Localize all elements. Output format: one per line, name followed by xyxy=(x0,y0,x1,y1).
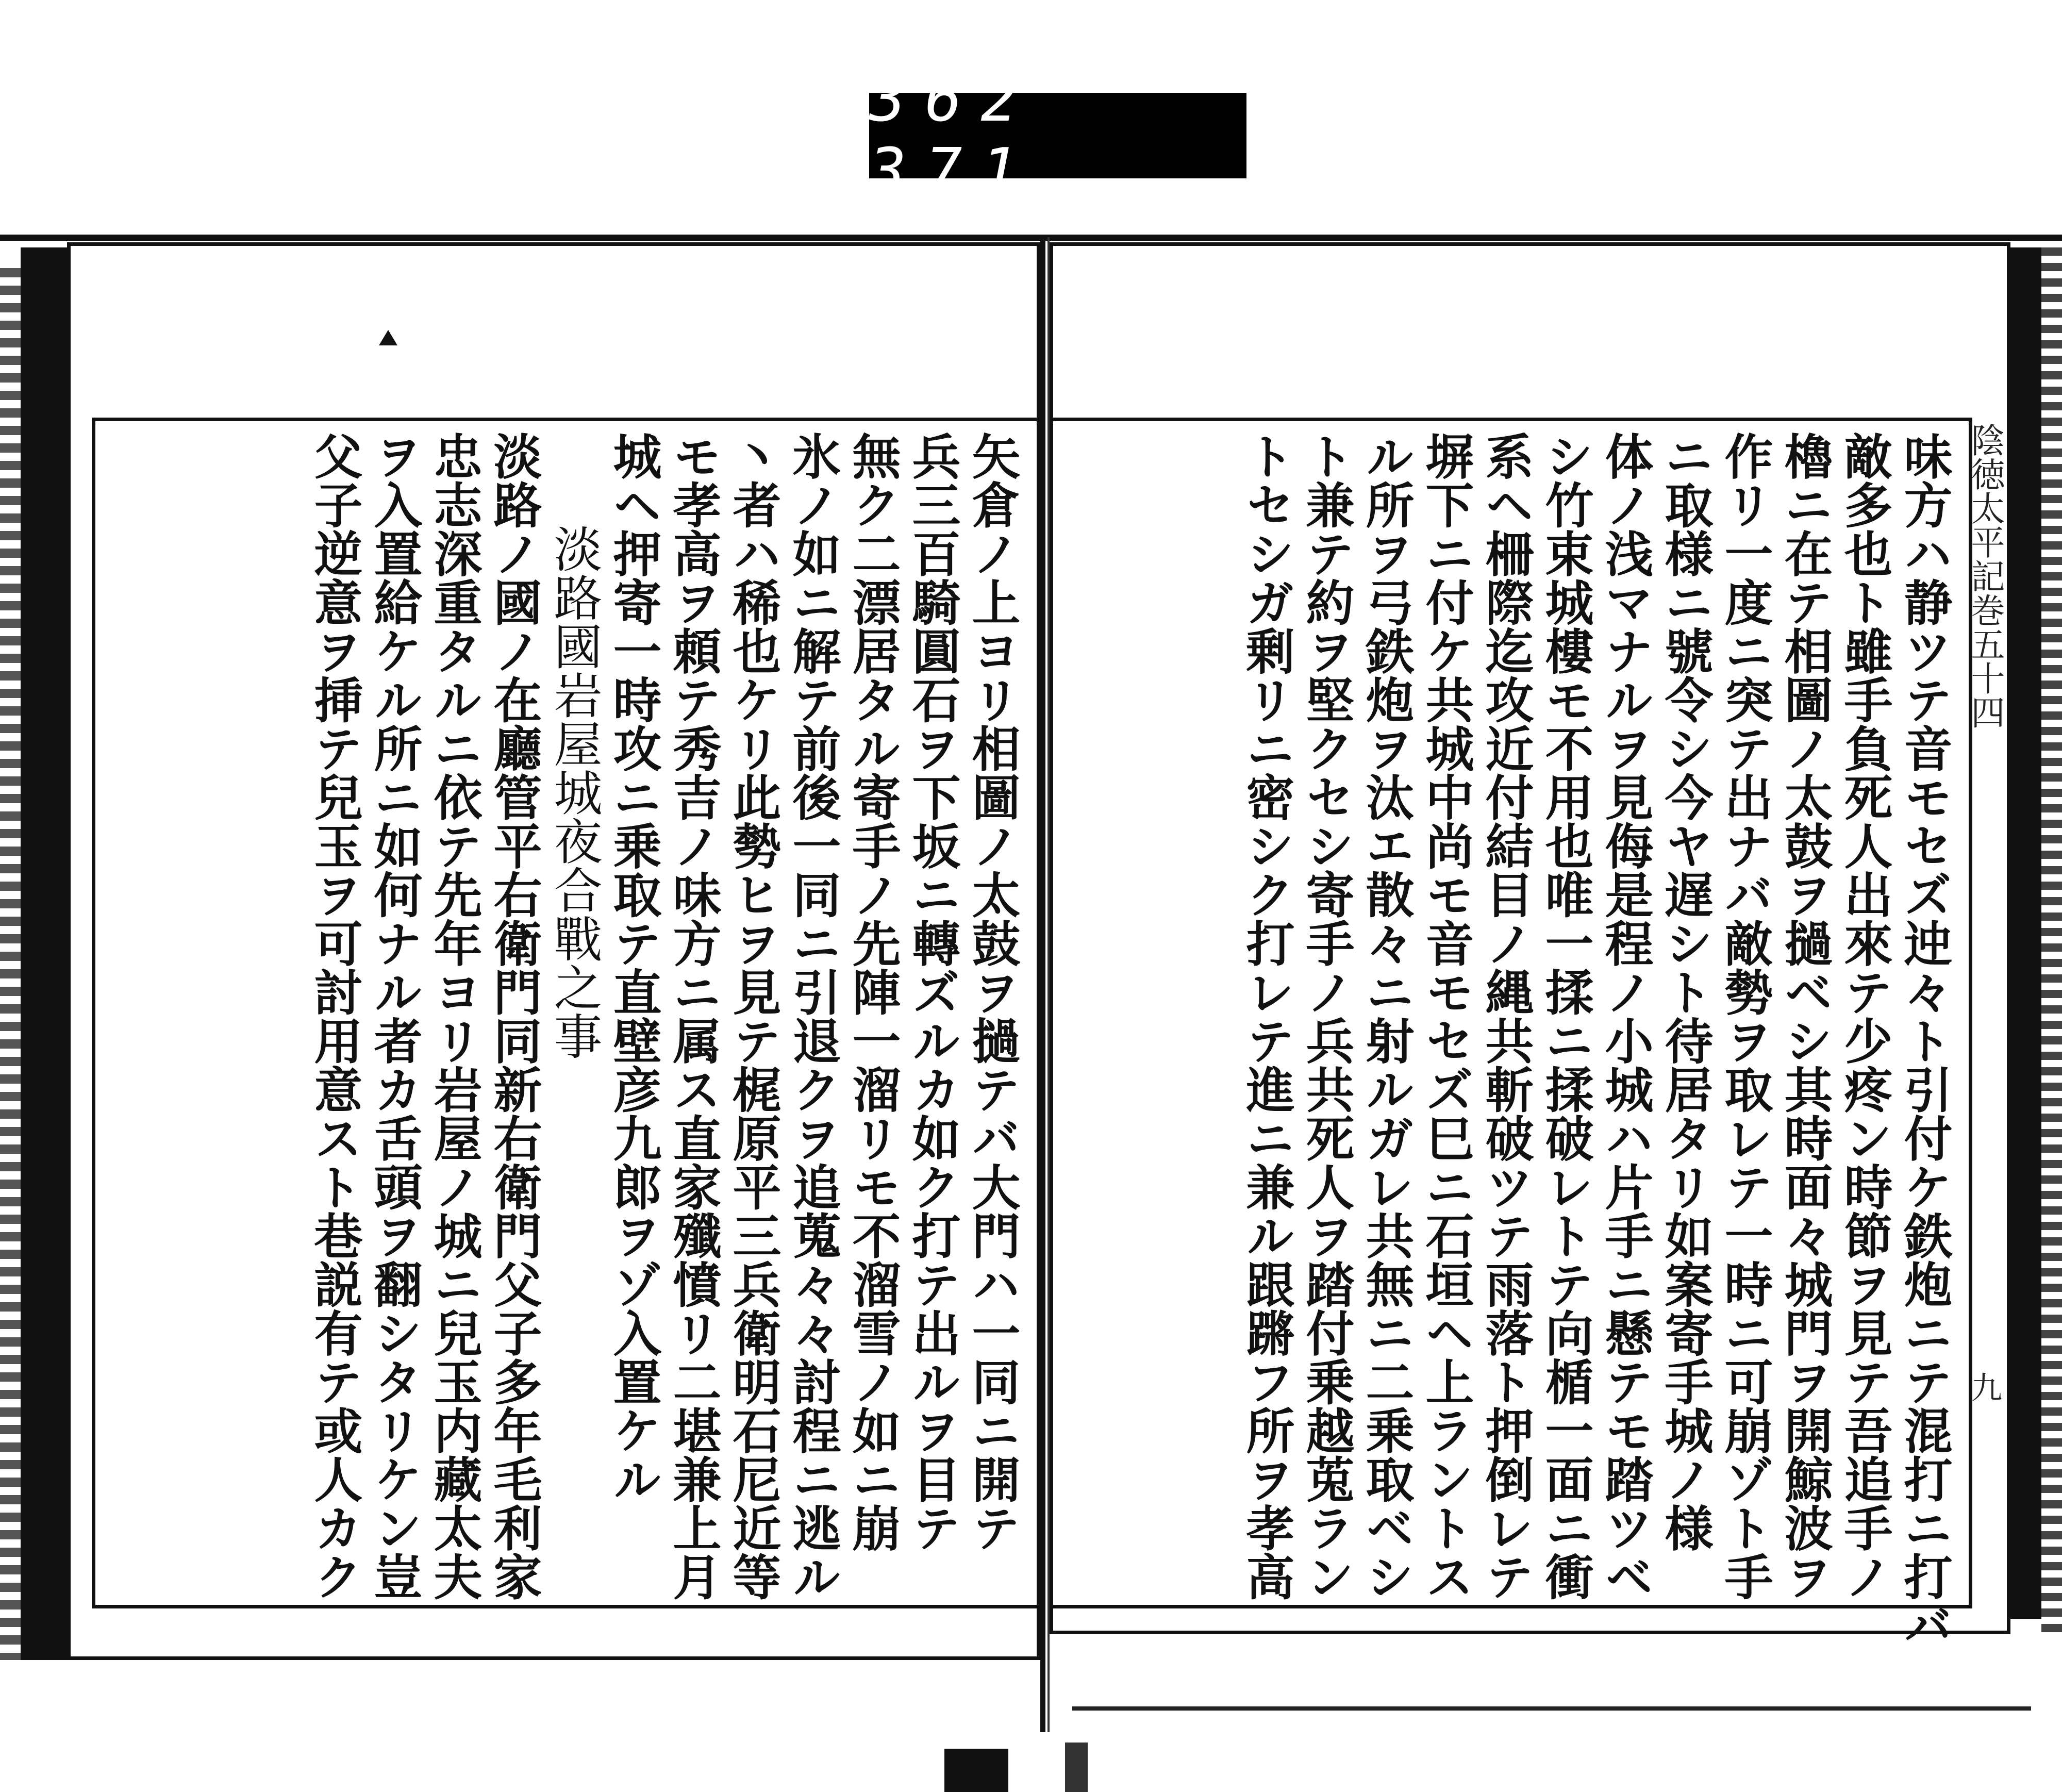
archive-number: 362 371. xyxy=(869,64,1092,207)
text-column: 体ノ浅マナルヲ見侮是程ノ小城ハ片手ニ懸テモ踏ツベ xyxy=(1597,432,1653,1601)
text-column: トセシガ剰リニ密シク打レテ進ニ兼ル跟蹡フ所ヲ孝高 xyxy=(1238,432,1294,1601)
text-column: ト兼テ約ヲ堅クセシ寄手ノ兵共死人ヲ踏付乗越莵ラン xyxy=(1298,432,1354,1601)
running-header: 陰徳太平記巻五十四 xyxy=(1965,423,2005,729)
text-column: 淡路ノ國ノ在廳管平右衛門同新右衛門父子多年毛利家 xyxy=(485,432,542,1601)
text-column: 丶者ハ稀也ケリ此勢ヒヲ見テ梶原平三兵衛明石尼近等 xyxy=(724,432,781,1601)
text-column: 無ク二漂居タル寄手ノ先陣一溜リモ不溜雪ノ如ニ崩 xyxy=(844,432,901,1552)
text-column: 矢倉ノ上ヨリ相圖ノ太鼓ヲ撾テバ大門ハ一同ニ開テ xyxy=(963,432,1020,1552)
text-column: 敵多也ト雖手負死人出來テ少疼ン時節ヲ見テ吾追手ノ xyxy=(1836,432,1892,1601)
bottom-rule xyxy=(1072,1706,2031,1711)
bottom-clip-mark-2 xyxy=(1065,1743,1088,1792)
right-page-text xyxy=(1050,418,1972,1650)
text-column: 作リ一度ニ突テ出ナバ敵勢ヲ取レテ一時ニ可崩ゾト手 xyxy=(1716,432,1773,1601)
left-cover-edge xyxy=(21,247,67,1660)
bottom-clip-mark xyxy=(944,1749,1008,1792)
archive-number-tag xyxy=(869,64,1246,207)
text-column: 父子逆意ヲ挿テ兒玉ヲ可討用意スト巷説有テ或人カク xyxy=(306,432,362,1601)
right-binding-edge xyxy=(2041,247,2062,1639)
left-page-text xyxy=(92,418,1040,1608)
text-column: モ孝高ヲ頼テ秀吉ノ味方ニ属ス直家殲憤リ二堪兼上月 xyxy=(664,432,721,1601)
text-column: シ竹束城樓モ不用也唯一揉ニ揉破レトテ向楯一面ニ衝 xyxy=(1537,432,1593,1601)
center-gutter xyxy=(1040,237,1045,1732)
text-column: ヲ入置給ケル所ニ如何ナル者カ舌頭ヲ翻シタリケン豈 xyxy=(365,432,422,1601)
text-column: 櫓ニ在テ相圖ノ太鼓ヲ撾ベシ其時面々城門ヲ開鯨波ヲ xyxy=(1776,432,1833,1601)
folio-number: 九 xyxy=(1966,1371,2002,1402)
text-column: 味方ハ静ツテ音モセズ迚々ト引付ケ鉄炮ニテ混打ニ打バ xyxy=(1895,432,1952,1650)
text-column: 兵三百騎圓石ヲ下坂ニ轉ズルカ如ク打テ出ルヲ目テ xyxy=(904,432,960,1552)
left-binding-edge xyxy=(0,268,21,1660)
text-column: 系ヘ柵際迄攻近付結目ノ縄共斬破ツテ雨落ト押倒レテ xyxy=(1477,432,1534,1601)
book-top-edge xyxy=(0,235,2062,241)
section-title: 淡路國岩屋城夜合戰之事 xyxy=(545,524,602,1060)
text-column: 塀下ニ付ケ共城中尚モ音モセズ巳ニ石垣ヘ上ラントス xyxy=(1417,432,1474,1601)
text-column: 忠志深重タルニ依テ先年ヨリ岩屋ノ城ニ兒玉内藏太夫 xyxy=(425,432,482,1601)
text-column: 城ヘ押寄一時攻ニ乗取テ直壁彦九郎ヲゾ入置ケル xyxy=(605,432,661,1503)
right-cover-edge xyxy=(2010,247,2041,1619)
text-column: ニ取様ニ號令シ今ヤ遅シト待居タリ如案寄手城ノ様 xyxy=(1656,432,1713,1552)
text-column: ル所ヲ弓鉄炮ヲ汰エ散々ニ射ルガレ共無ニ二乗取ベシ xyxy=(1357,432,1414,1601)
text-column: 氷ノ如ニ解テ前後一同ニ引退クヲ追蒐々々討程ニ逃ル xyxy=(784,432,841,1601)
page-marker-triangle xyxy=(379,330,397,345)
